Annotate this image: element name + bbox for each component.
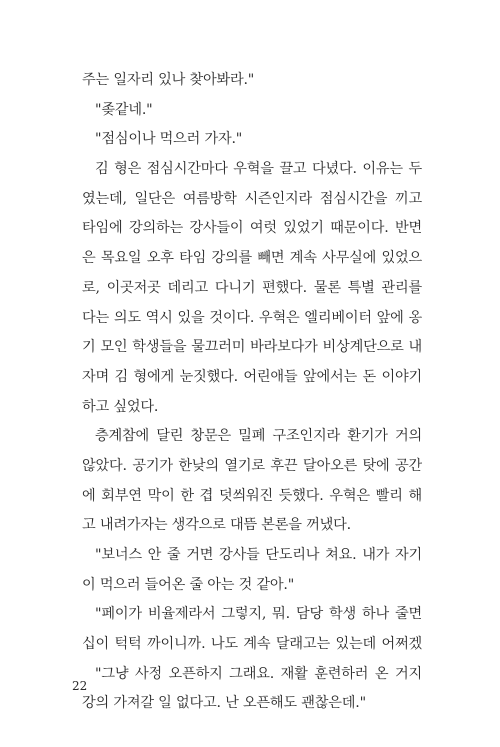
text-line: 다는 의도 역시 있을 것이다. 우혁은 엘리베이터 앞에 옹	[82, 309, 422, 326]
text-line: 에 회부연 막이 한 겹 덧씌워진 듯했다. 우혁은 빨리 해	[82, 487, 422, 504]
text-line: 않았다. 공기가 한낮의 열기로 후끈 달아오른 탓에 공간	[82, 457, 422, 474]
text-line: 로, 이곳저곳 데리고 다니기 편했다. 물론 특별 관리를	[82, 279, 422, 296]
text-line: "페이가 비율제라서 그렇지, 뭐. 담당 학생 하나 줄면	[95, 606, 422, 623]
text-line: 김 형은 점심시간마다 우혁을 끌고 다녔다. 이유는 두	[95, 161, 422, 178]
text-line: "보너스 안 줄 거면 강사들 단도리나 쳐요. 내가 자기	[95, 547, 422, 563]
page-number: 22	[72, 679, 88, 693]
text-line: 이 먹으러 들어온 줄 아는 것 같아."	[82, 576, 295, 593]
text-line: 자며 김 형에게 눈짓했다. 어린애들 앞에서는 돈 이야기	[82, 368, 422, 385]
text-line: 였는데, 일단은 여름방학 시즌인지라 점심시간을 끼고	[82, 190, 422, 207]
text-line: "점심이나 먹으러 가자."	[95, 131, 243, 148]
text-line: 십이 턱턱 까이니까. 나도 계속 달래고는 있는데 어쩌겠	[82, 636, 422, 653]
text-line: "그냥 사정 오픈하지 그래요. 재활 훈련하러 온 거지	[95, 665, 422, 682]
text-line: "좆같네."	[95, 101, 153, 118]
text-line: 층계참에 달린 창문은 밀폐 구조인지라 환기가 거의	[95, 428, 422, 445]
text-line: 은 목요일 오후 타임 강의를 빼면 계속 사무실에 있었으	[82, 250, 422, 267]
text-line: 기 모인 학생들을 물끄러미 바라보다가 비상계단으로 내	[82, 339, 422, 356]
text-line: 하고 싶었다.	[82, 398, 159, 415]
body-text	[82, 66, 422, 719]
text-line: 고 내려가자는 생각으로 대뜸 본론을 꺼냈다.	[82, 517, 351, 534]
text-line: 강의 가져갈 일 없다고. 난 오픈해도 괜찮은데."	[82, 695, 366, 712]
text-line: 주는 일자리 있나 찾아봐라."	[82, 72, 255, 88]
text-line: 타임에 강의하는 강사들이 여럿 있었기 때문이다. 반면	[82, 220, 422, 237]
